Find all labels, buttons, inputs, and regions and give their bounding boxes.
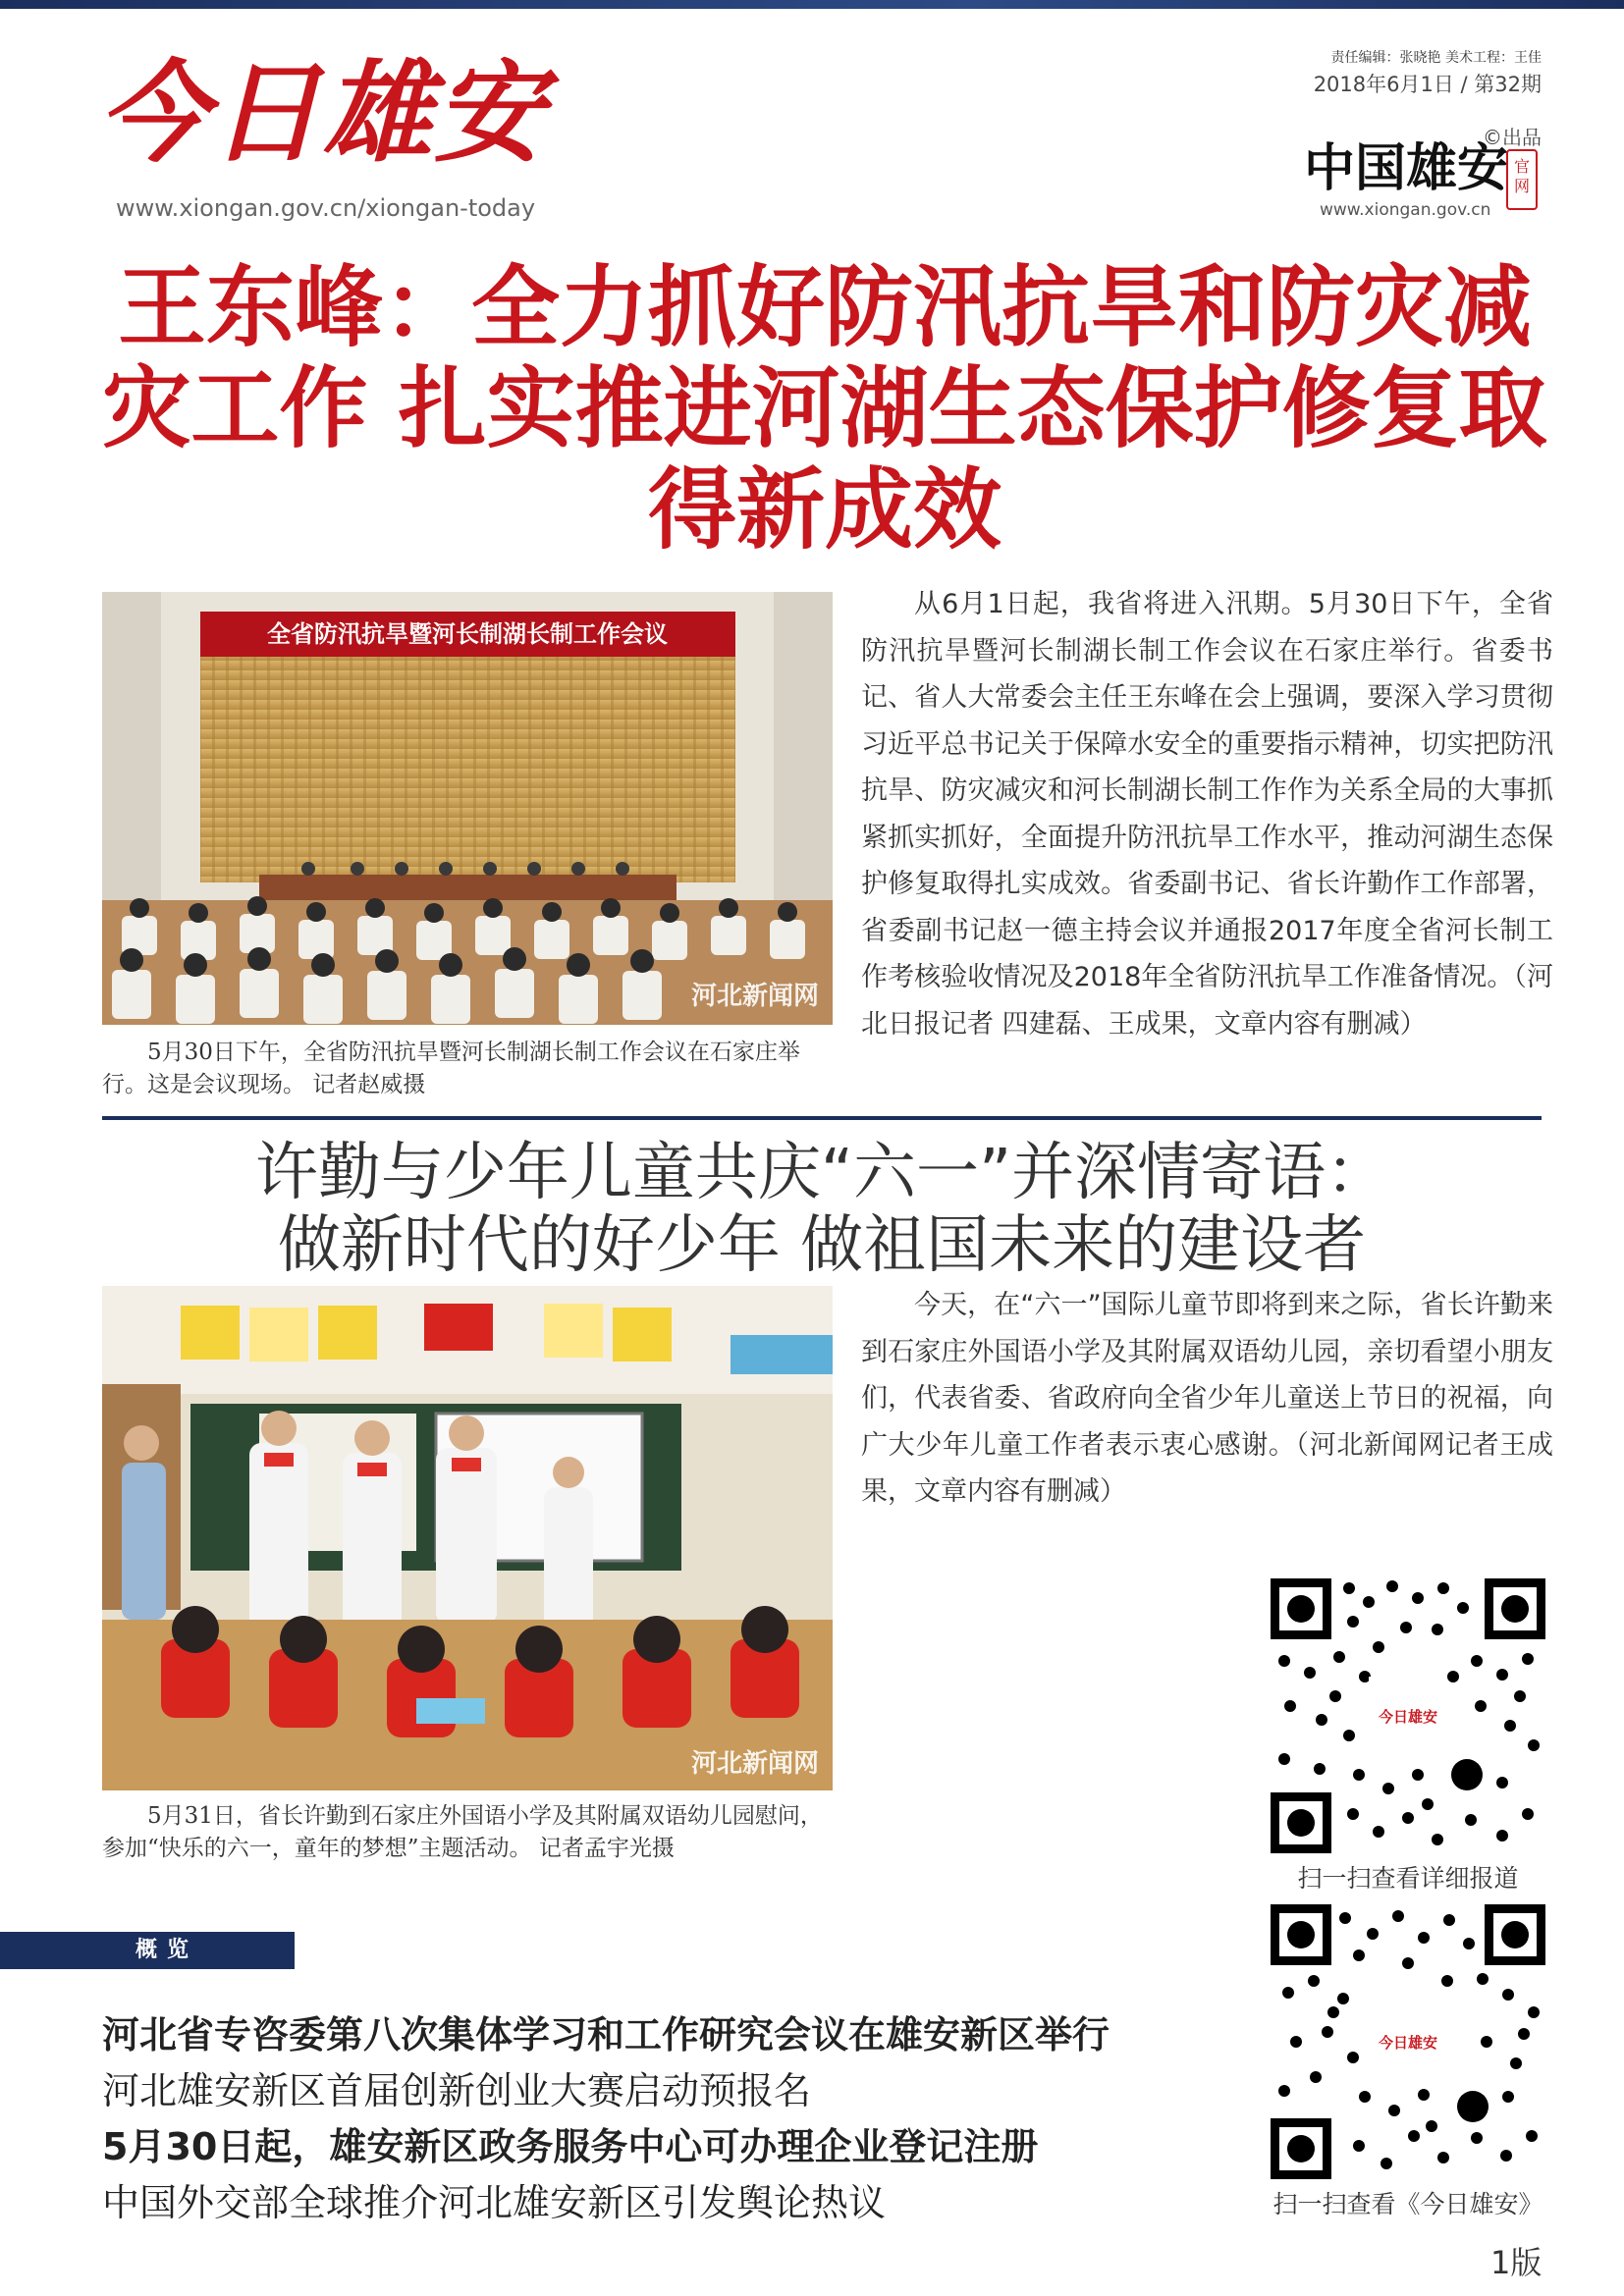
qr-code-icon	[1271, 1578, 1545, 1853]
overview-item[interactable]: 中国外交部全球推介河北雄安新区引发舆论热议	[102, 2181, 887, 2224]
section-divider	[102, 1116, 1542, 1120]
overview-item[interactable]: 河北雄安新区首届创新创业大赛启动预报名	[102, 2069, 812, 2112]
meeting-photo	[102, 592, 833, 1025]
overview-section-label: 概览	[135, 1938, 198, 1962]
editor-credits: 责任编辑：张晓艳 美术工程：王佳	[1330, 50, 1542, 66]
meeting-photo-image	[102, 592, 833, 1025]
masthead-logo: 今日雄安	[98, 49, 546, 178]
overview-item[interactable]: 河北省专咨委第八次集体学习和工作研究会议在雄安新区举行	[102, 2013, 1110, 2056]
classroom-photo	[102, 1286, 833, 1790]
photo-watermark: 河北新闻网	[691, 982, 820, 1011]
publisher-url[interactable]: www.xiongan.gov.cn	[1320, 200, 1491, 220]
photo-banner-text: 全省防汛抗旱暨河长制湖长制工作会议	[267, 619, 668, 648]
classroom-photo-caption: 5月31日，省长许勤到石家庄外国语小学及其附属双语幼儿园慰问，参加“快乐的六一，童年的梦想”主题活动。 记者孟宇光摄	[102, 1803, 823, 1861]
second-headline-line1: 许勤与少年儿童共庆“六一”并深情寄语：	[254, 1137, 1389, 1209]
qr-code-icon	[1271, 1904, 1545, 2179]
lead-article-body: 从6月1日起，我省将进入汛期。5月30日下午，全省防汛抗旱暨河长制湖长制工作会议在石家庄举行。省委书记、省人大常委会主任王东峰在会上强调，要深入学习贯彻习近平总书记关于保障水安全的重要指示精神，切实把防汛抗旱、防灾减灾和河长制湖长制工作作为关系全局的大事抓紧抓实抓好，全面提升防汛抗旱工作水平，推动河湖生态保护修复取得扎实成效。省委副书记、省长许勤作工作部署，省委副书记赵一德主持会议并通报2017年度全省河长制工作考核验收情况及2018年全省防汛抗旱工作准备情况。（河北日报记者 四建磊、王成果，文章内容有删减）	[861, 589, 1553, 1040]
lead-headline: 王东峰：全力抓好防汛抗旱和防灾减灾工作 扎实推进河湖生态保护修复取得新成效	[102, 255, 1547, 561]
qr-center-label: 今日雄安	[1378, 1708, 1438, 1726]
second-headline	[102, 1137, 1542, 1282]
qr-code-report[interactable]	[1271, 1578, 1545, 1853]
photo-watermark: 河北新闻网	[691, 1749, 820, 1779]
meeting-photo-caption: 5月30日下午，全省防汛抗旱暨河长制湖长制工作会议在石家庄举行。这是会议现场。 记者赵威摄	[102, 1040, 800, 1097]
qr-caption-report: 扫一扫查看详细报道	[1297, 1864, 1519, 1893]
publisher-mark: ©出品	[1483, 126, 1542, 149]
publisher-seal: 官网	[1506, 149, 1538, 210]
top-color-bar	[0, 0, 1624, 9]
qr-code-newspaper[interactable]	[1271, 1904, 1545, 2179]
second-article-body: 今天，在“六一”国际儿童节即将到来之际，省长许勤来到石家庄外国语小学及其附属双语幼儿园，亲切看望小朋友们，代表省委、省政府向全省少年儿童送上节日的祝福，向广大少年儿童工作者表示衷心感谢。（河北新闻网记者王成果，文章内容有删减）	[861, 1290, 1553, 1507]
page-number: 1版	[1490, 2244, 1543, 2281]
qr-center-label: 今日雄安	[1378, 2034, 1438, 2052]
issue-date: 2018年6月1日 / 第32期	[1313, 73, 1542, 96]
publisher-logo: 中国雄安	[1304, 138, 1509, 198]
classroom-photo-image	[102, 1286, 833, 1790]
second-headline-line2: 做新时代的好少年 做祖国未来的建设者	[277, 1209, 1367, 1282]
qr-caption-newspaper: 扫一扫查看《今日雄安》	[1272, 2190, 1543, 2218]
masthead-url[interactable]: www.xiongan.gov.cn/xiongan-today	[116, 194, 536, 222]
overview-item[interactable]: 5月30日起，雄安新区政务服务中心可办理企业登记注册	[102, 2125, 1039, 2168]
